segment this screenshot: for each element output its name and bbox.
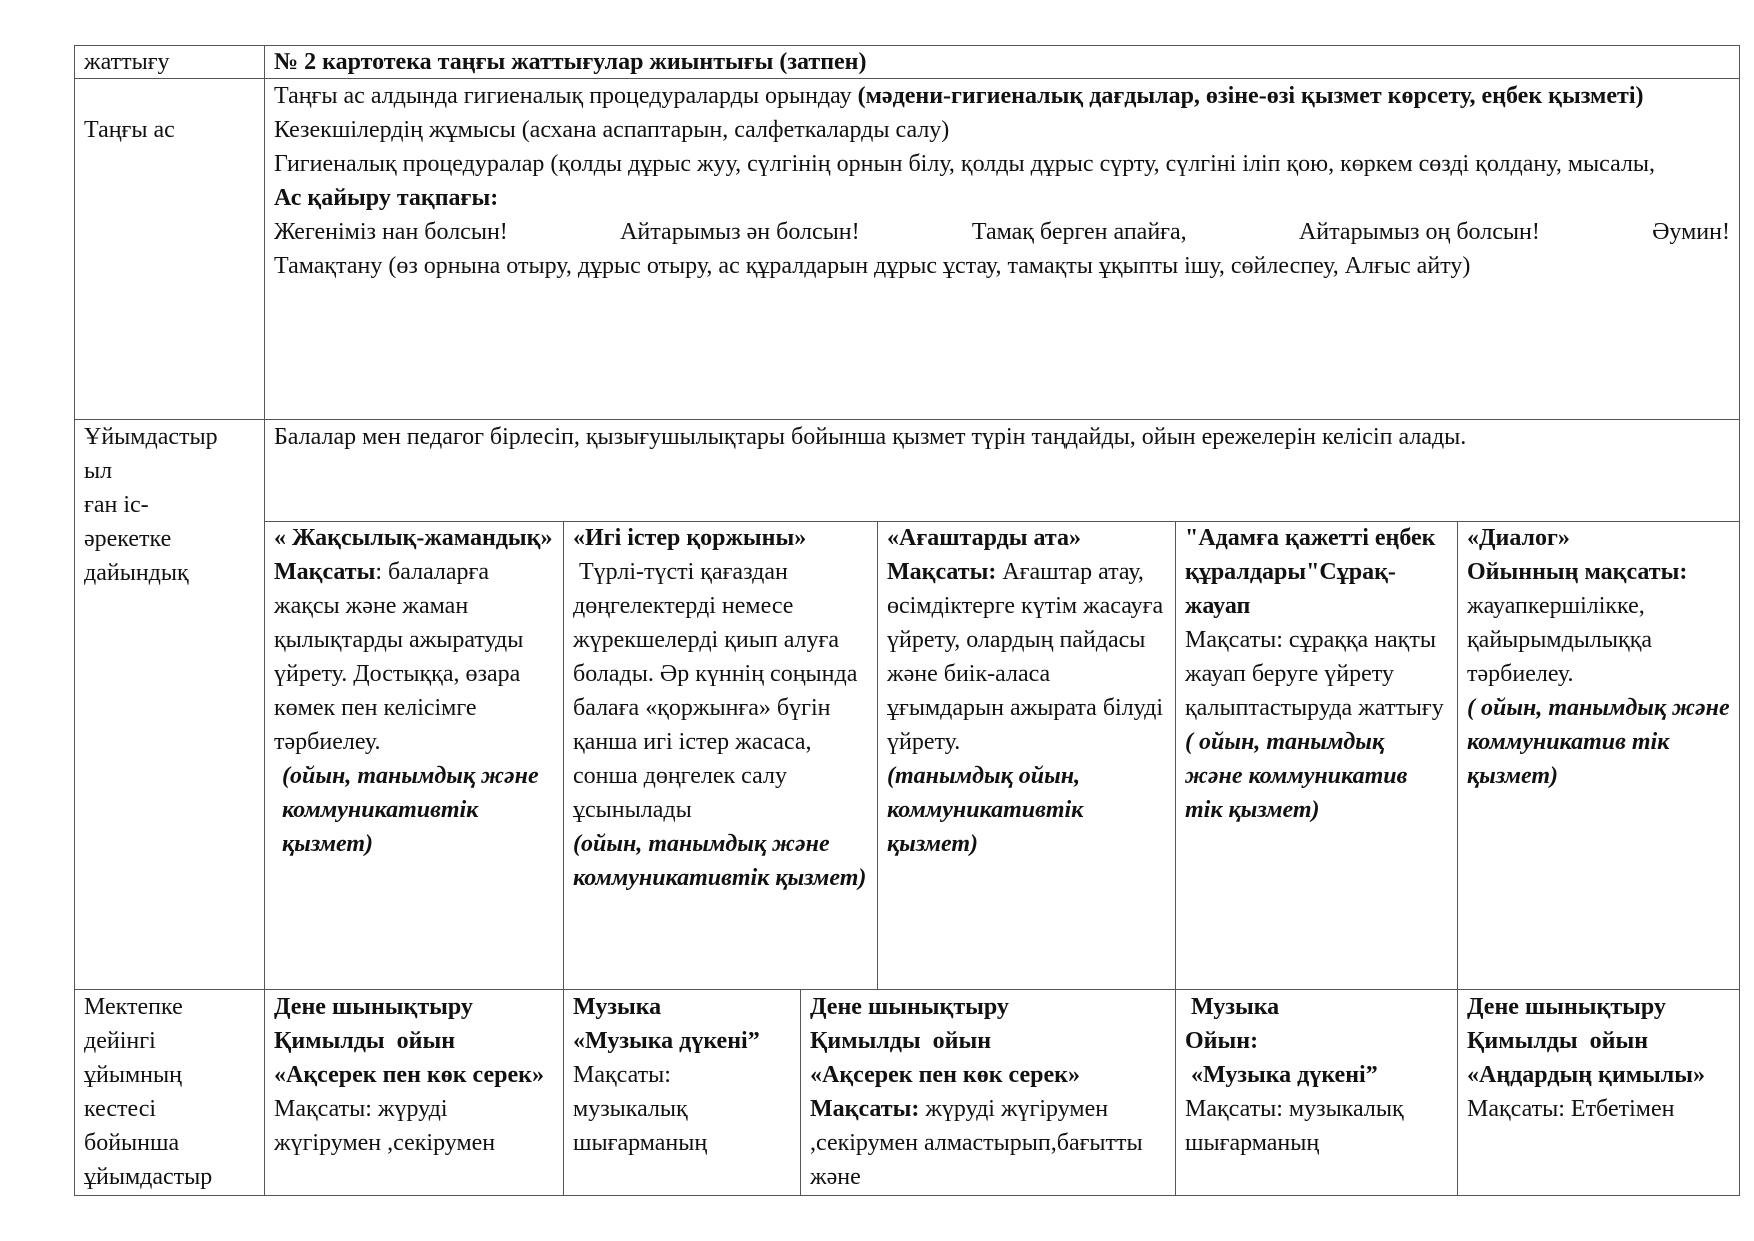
row4-label-line: дейінгі bbox=[84, 1028, 156, 1054]
duty-paragraph: Кезекшілердің жұмысы (асхана аспаптарын, салфеткаларды салу) bbox=[274, 117, 950, 143]
exercise-card-title: № 2 картотека таңғы жаттығулар жиынтығы (затпен) bbox=[274, 49, 867, 75]
game-title: « Жақсылық-жамандық» bbox=[274, 525, 553, 551]
game-description: Түрлі-түсті қағаздан дөңгелектерді немесе жүрекшелерді қиып алуға болады. Әр күннің соңында балаға «қоржынға» бүгін қанша игі істер жасаса, сонша дөңгелек салу ұсынылады bbox=[573, 559, 858, 823]
game-card-2 bbox=[563, 521, 877, 989]
game-name: «Ақсерек пен көк серек» bbox=[274, 1062, 544, 1088]
game-card-3 bbox=[877, 521, 1175, 989]
poem-lines bbox=[274, 215, 1730, 249]
document-table bbox=[74, 45, 1740, 1195]
game-card-4 bbox=[1175, 521, 1457, 989]
row4-label-line: бойынша bbox=[84, 1130, 180, 1156]
schedule-col-3 bbox=[800, 990, 1175, 1195]
game-activity-type: ( ойын, танымдық және коммуникатив тік қызмет) bbox=[1467, 695, 1730, 789]
subject: Музыка bbox=[573, 994, 662, 1020]
row1-label: жаттығу bbox=[84, 49, 170, 75]
game-goal: Мақсаты: балаларға жақсы және жаман қылықтарды ажыратуды үйрету. Достыққа, өзара көмек пен келісімге тәрбиелеу. bbox=[274, 559, 524, 755]
row2-label-cell bbox=[74, 79, 264, 147]
game-title: «Ағаштарды ата» bbox=[887, 525, 1081, 551]
subject: Дене шынықтыру bbox=[810, 994, 1009, 1020]
game-goal: Мақсаты: жүруді жүгірумен ,секірумен алмастырып,бағытты және bbox=[810, 1096, 1143, 1190]
table-border-bottom bbox=[74, 1195, 1740, 1196]
row4-label-line: Мектепке bbox=[84, 994, 183, 1020]
game-title: «Игі істер қоржыны» bbox=[573, 525, 807, 551]
row4-label-line: ұйымдастыр bbox=[84, 1164, 213, 1190]
poem-line: Әумин! bbox=[1652, 219, 1730, 245]
game-title: «Диалог» bbox=[1467, 525, 1570, 551]
game-type: Қимылды ойын bbox=[1467, 1028, 1649, 1054]
game-card-5 bbox=[1457, 521, 1740, 989]
activity-intro-cell bbox=[264, 420, 1740, 521]
game-activity-type: ( ойын, танымдық және коммуникатив тік қызмет) bbox=[1185, 729, 1408, 823]
poem-line: Жегеніміз нан болсын! bbox=[274, 219, 508, 245]
row3-label-line: әрекетке bbox=[84, 526, 172, 552]
game-goal: жауапкершілікке, қайырымдылыққа тәрбиелеу. bbox=[1467, 593, 1653, 687]
game-goal: Мақсаты: Етбетімен bbox=[1467, 1096, 1675, 1122]
schedule-col-4 bbox=[1175, 990, 1457, 1195]
subject: Дене шынықтыру bbox=[1467, 994, 1666, 1020]
row3-label-line: дайындық bbox=[84, 560, 189, 586]
game-name: «Ақсерек пен көк серек» bbox=[810, 1062, 1080, 1088]
game-goal: Мақсаты: музыкалық шығарманың bbox=[573, 1062, 708, 1156]
poem-line: Айтарымыз ән болсын! bbox=[620, 219, 860, 245]
schedule-col-5 bbox=[1457, 990, 1740, 1195]
game-activity-type: (танымдық ойын, коммуникативтік қызмет) bbox=[887, 763, 1084, 857]
game-goal: Мақсаты: сұраққа нақты жауап беруге үйрету қалыптастыруда жаттығу bbox=[1185, 627, 1444, 721]
game-name: «Аңдардың қимылы» bbox=[1467, 1062, 1705, 1088]
game-activity-type: (ойын, танымдық және коммуникативтік қызмет) bbox=[282, 763, 539, 857]
game-goal-label: Ойынның мақсаты: bbox=[1467, 559, 1688, 585]
game-type: Қимылды ойын bbox=[274, 1028, 456, 1054]
eating-paragraph: Тамақтану (өз орнына отыру, дұрыс отыру, ас құралдарын дұрыс ұстау, тамақты ұқыпты ішу, сөйлеспеу, Алғыс айту) bbox=[274, 253, 1471, 279]
row3-label-line: ыл bbox=[84, 458, 113, 484]
row4-label-line: кестесі bbox=[84, 1096, 157, 1122]
procedures-paragraph: Гигиеналық процедуралар (қолды дұрыс жуу, сүлгінің орнын білу, қолды дұрыс сүрту, сүлгіні іліп қою, көркем сөзді қолдану, мысалы, bbox=[274, 151, 1656, 177]
row1-label-cell bbox=[74, 45, 264, 79]
row3-label-cell bbox=[74, 420, 264, 590]
poem-line: Тамақ берген апайға, bbox=[971, 219, 1187, 245]
game-card-1 bbox=[264, 521, 563, 989]
row2-label: Таңғы ас bbox=[84, 117, 175, 143]
game-goal: Мақсаты: музыкалық шығарманың bbox=[1185, 1096, 1404, 1156]
row3-label-line: ған іс- bbox=[84, 492, 149, 518]
game-name: «Музыка дүкені” bbox=[573, 1028, 760, 1054]
game-goal: Мақсаты: жүруді жүгірумен ,секірумен bbox=[274, 1096, 496, 1156]
schedule-col-1 bbox=[264, 990, 563, 1195]
game-activity-type: (ойын, танымдық және коммуникативтік қызмет) bbox=[573, 831, 867, 891]
schedule-col-2 bbox=[563, 990, 800, 1195]
row3-label-line: Ұйымдастыр bbox=[84, 424, 218, 450]
subject: Музыка bbox=[1185, 994, 1280, 1020]
activity-intro: Балалар мен педагог бірлесіп, қызығушылықтары бойынша қызмет түрін таңдайды, ойын ережелерін келісіп алады. bbox=[274, 424, 1467, 450]
game-type: Ойын: bbox=[1185, 1028, 1259, 1054]
row4-label-line: ұйымның bbox=[84, 1062, 182, 1088]
game-goal: Мақсаты: Ағаштар атау, өсімдіктерге күтім жасауға үйрету, олардың пайдасы және биік-аласа ұғымдарын ажырата білуді үйрету. bbox=[887, 559, 1164, 755]
poem-title: Ас қайыру тақпағы: bbox=[274, 185, 499, 211]
row4-label-cell bbox=[74, 990, 264, 1195]
row1-title-cell bbox=[264, 45, 1740, 79]
subject: Дене шынықтыру bbox=[274, 994, 473, 1020]
game-name: «Музыка дүкені” bbox=[1185, 1062, 1378, 1088]
hygiene-paragraph: Таңғы ас алдында гигиеналық процедураларды орындау (мәдени-гигиеналық дағдылар, өзіне-өзі қызмет көрсету, еңбек қызметі) bbox=[274, 83, 1644, 109]
game-title: "Адамға қажетті еңбек құралдары"Сұрақ-жауап bbox=[1185, 525, 1436, 619]
game-type: Қимылды ойын bbox=[810, 1028, 992, 1054]
breakfast-content bbox=[264, 79, 1740, 419]
poem-line: Айтарымыз оң болсын! bbox=[1298, 219, 1540, 245]
